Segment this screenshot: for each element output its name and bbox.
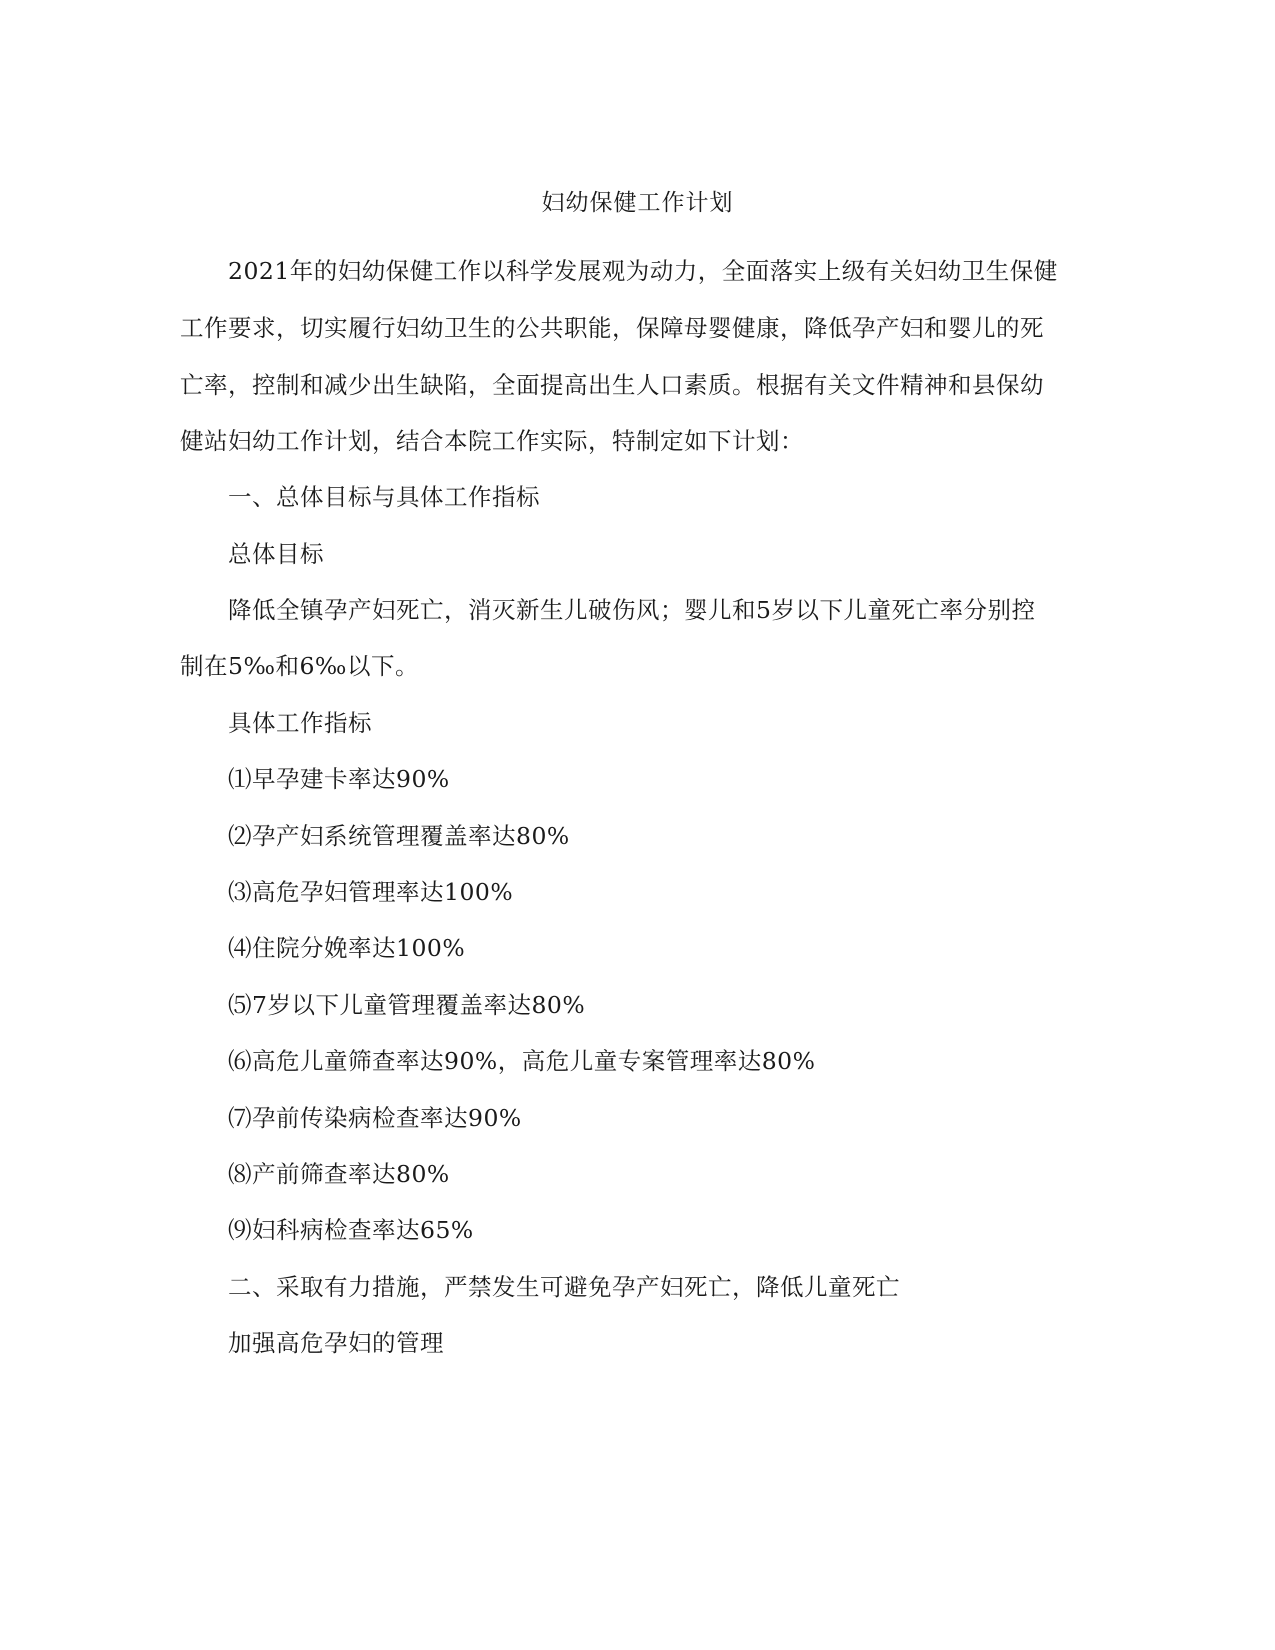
indicator-item: ⑼妇科病检查率达65% bbox=[228, 1216, 474, 1244]
indicator-item: ⑹高危儿童筛查率达90%，高危儿童专案管理率达80% bbox=[228, 1047, 816, 1075]
indicator-item: ⑸7岁以下儿童管理覆盖率达80% bbox=[228, 991, 586, 1019]
indicator-item: ⑺孕前传染病检查率达90% bbox=[228, 1104, 522, 1132]
overall-goal-heading: 总体目标 bbox=[228, 540, 324, 568]
section2-heading: 二、采取有力措施，严禁发生可避免孕产妇死亡，降低儿童死亡 bbox=[228, 1273, 900, 1301]
document-title: 妇幼保健工作计划 bbox=[541, 190, 734, 216]
intro-line-4: 健站妇幼工作计划，结合本院工作实际，特制定如下计划： bbox=[180, 427, 804, 455]
intro-line-3: 亡率，控制和减少出生缺陷，全面提高出生人口素质。根据有关文件精神和县保幼 bbox=[180, 371, 1044, 399]
section2-subheading: 加强高危孕妇的管理 bbox=[228, 1329, 444, 1357]
indicator-item: ⑻产前筛查率达80% bbox=[228, 1160, 450, 1188]
section1-heading: 一、总体目标与具体工作指标 bbox=[228, 483, 540, 511]
specific-heading: 具体工作指标 bbox=[228, 709, 372, 737]
indicator-item: ⑵孕产妇系统管理覆盖率达80% bbox=[228, 822, 570, 850]
indicator-item: ⑷住院分娩率达100% bbox=[228, 934, 466, 962]
overall-goal-line-1: 降低全镇孕产妇死亡，消灭新生儿破伤风；婴儿和5岁以下儿童死亡率分别控 bbox=[228, 596, 1036, 624]
intro-line-1: 2021年的妇幼保健工作以科学发展观为动力，全面落实上级有关妇幼卫生保健 bbox=[228, 257, 1058, 285]
indicator-item: ⑴早孕建卡率达90% bbox=[228, 765, 450, 793]
overall-goal-line-2: 制在5‰和6‰以下。 bbox=[180, 652, 419, 680]
intro-line-2: 工作要求，切实履行妇幼卫生的公共职能，保障母婴健康，降低孕产妇和婴儿的死 bbox=[180, 314, 1044, 342]
indicator-item: ⑶高危孕妇管理率达100% bbox=[228, 878, 514, 906]
